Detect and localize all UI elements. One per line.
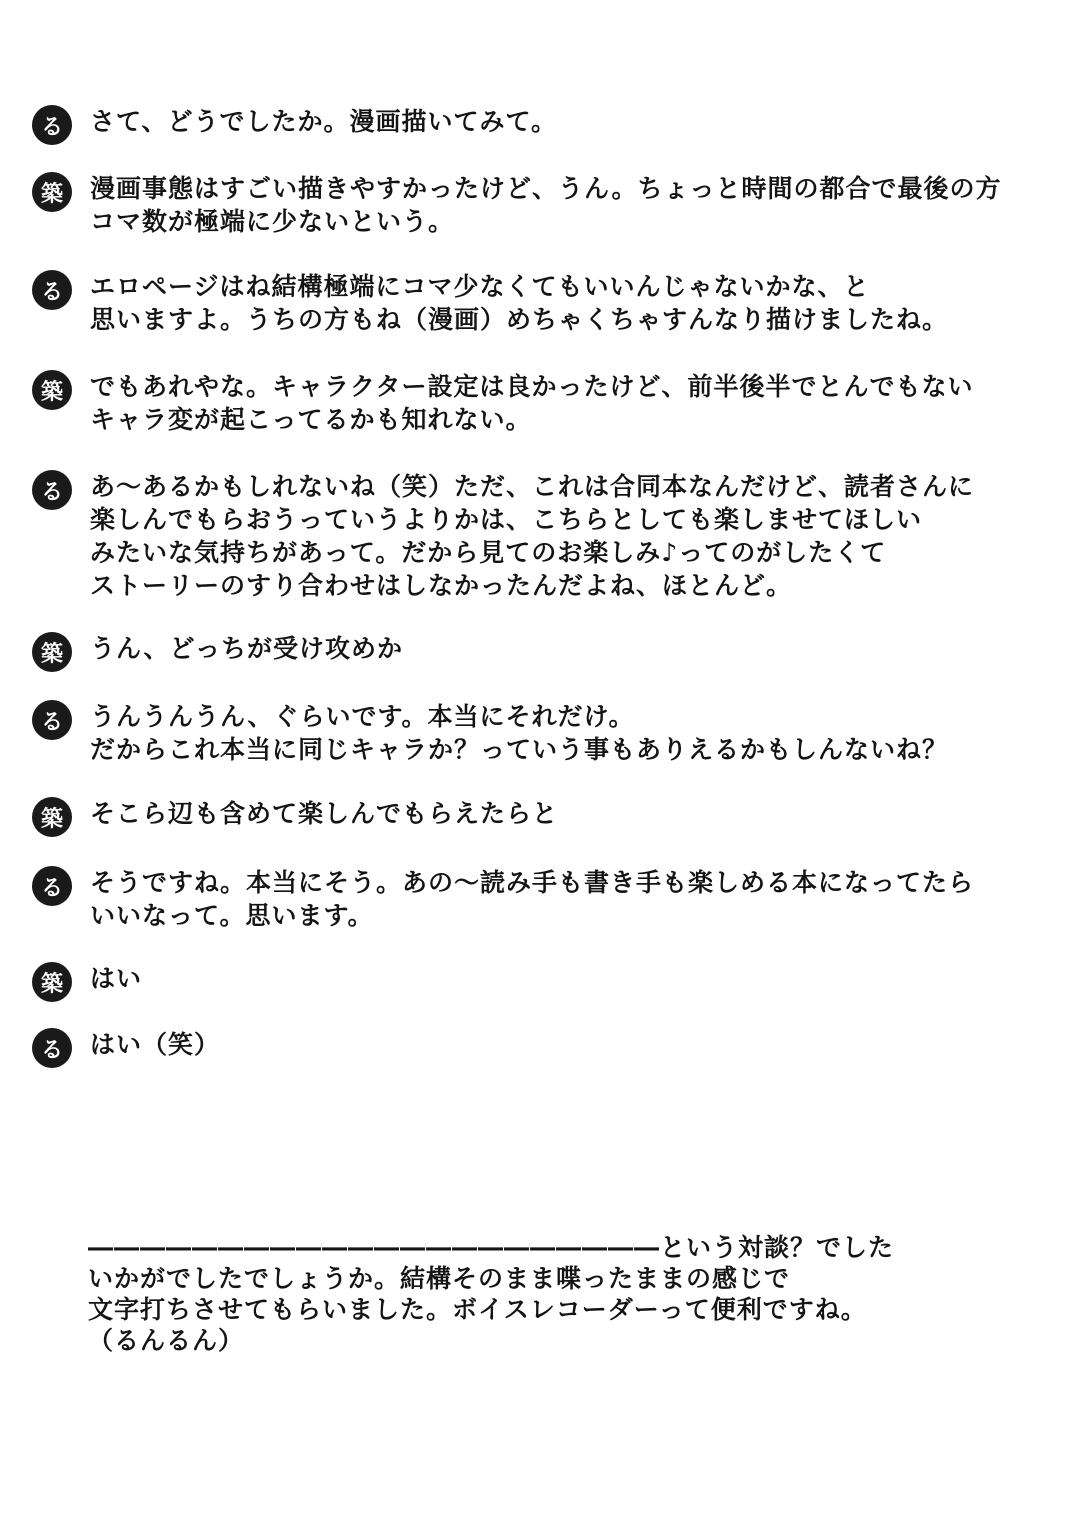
dialogue-line: コマ数が極端に少ないという。 — [90, 207, 455, 236]
dialogue-line: 漫画事態はすごい描きやすかったけど、うん。ちょっと時間の都合で最後の方 — [90, 174, 1002, 203]
dialogue-line: さて、どうでしたか。漫画描いてみて。 — [90, 107, 558, 136]
dialogue-line: はい — [90, 964, 143, 993]
dialogue-line: ストーリーのすり合わせはしなかったんだよね、ほとんど。 — [90, 571, 793, 600]
dialogue-line: はい（笑） — [90, 1030, 221, 1059]
dialogue-text — [90, 172, 1070, 238]
dialogue-line: エロページはね結構極端にコマ少なくてもいいんじゃないかな、と — [90, 272, 870, 301]
dialogue-text — [90, 1028, 1070, 1061]
dialogue-line: みたいな気持ちがあって。だから見てのお楽しみ♪ってのがしたくて — [90, 538, 887, 567]
speaker-badge-chiku: 築 — [32, 632, 72, 672]
speaker-badge-ru: る — [32, 700, 72, 740]
dialogue-line: いいなって。思います。 — [90, 901, 374, 930]
dialogue-line: 思いますよ。うちの方もね（漫画）めちゃくちゃすんなり描けましたね。 — [90, 305, 949, 334]
speaker-badge-chiku: 築 — [32, 370, 72, 410]
dialogue-text — [90, 797, 1070, 830]
dialogue-text — [90, 370, 1070, 436]
dialogue-text — [90, 105, 1070, 138]
speaker-badge-chiku: 築 — [32, 962, 72, 1002]
closing-remarks — [88, 1232, 1048, 1356]
closing-line: いかがでしたでしょうか。結構そのまま喋ったままの感じで — [88, 1264, 791, 1293]
dialogue-line: キャラ変が起こってるかも知れない。 — [90, 405, 532, 434]
dialogue-line: だからこれ本当に同じキャラか？っていう事もありえるかもしんないね？ — [90, 735, 949, 764]
dialogue-line: うん、どっちが受け攻めか — [90, 634, 404, 663]
speaker-badge-ru: る — [32, 866, 72, 906]
speaker-badge-chiku: 築 — [32, 797, 72, 837]
speaker-badge-ru: る — [32, 270, 72, 310]
dialogue-line: そうですね。本当にそう。あの～読み手も書き手も楽しめる本になってたら — [90, 868, 975, 897]
dialogue-text — [90, 470, 1070, 602]
closing-line: ――――――――――――――――――――――という対談？でした — [88, 1233, 895, 1262]
dialogue-text — [90, 632, 1070, 665]
speaker-badge-ru: る — [32, 470, 72, 510]
dialogue-text — [90, 962, 1070, 995]
dialogue-line: 楽しんでもらおうっていうよりかは、こちらとしても楽しませてほしい — [90, 505, 923, 534]
dialogue-text — [90, 700, 1070, 766]
dialogue-text — [90, 270, 1070, 336]
dialogue-line: でもあれやな。キャラクター設定は良かったけど、前半後半でとんでもない — [90, 372, 974, 401]
dialogue-line: そこら辺も含めて楽しんでもらえたらと — [90, 799, 559, 828]
closing-line: 文字打ちさせてもらいました。ボイスレコーダーって便利ですね。 — [88, 1295, 867, 1324]
dialogue-text — [90, 866, 1070, 932]
closing-line: （るんるん） — [88, 1326, 245, 1355]
speaker-badge-ru: る — [32, 105, 72, 145]
speaker-badge-chiku: 築 — [32, 172, 72, 212]
speaker-badge-ru: る — [32, 1028, 72, 1068]
dialogue-line: あ～あるかもしれないね（笑）ただ、これは合同本なんだけど、読者さんに — [90, 472, 975, 501]
dialogue-line: うんうんうん、ぐらいです。本当にそれだけ。 — [90, 702, 635, 731]
